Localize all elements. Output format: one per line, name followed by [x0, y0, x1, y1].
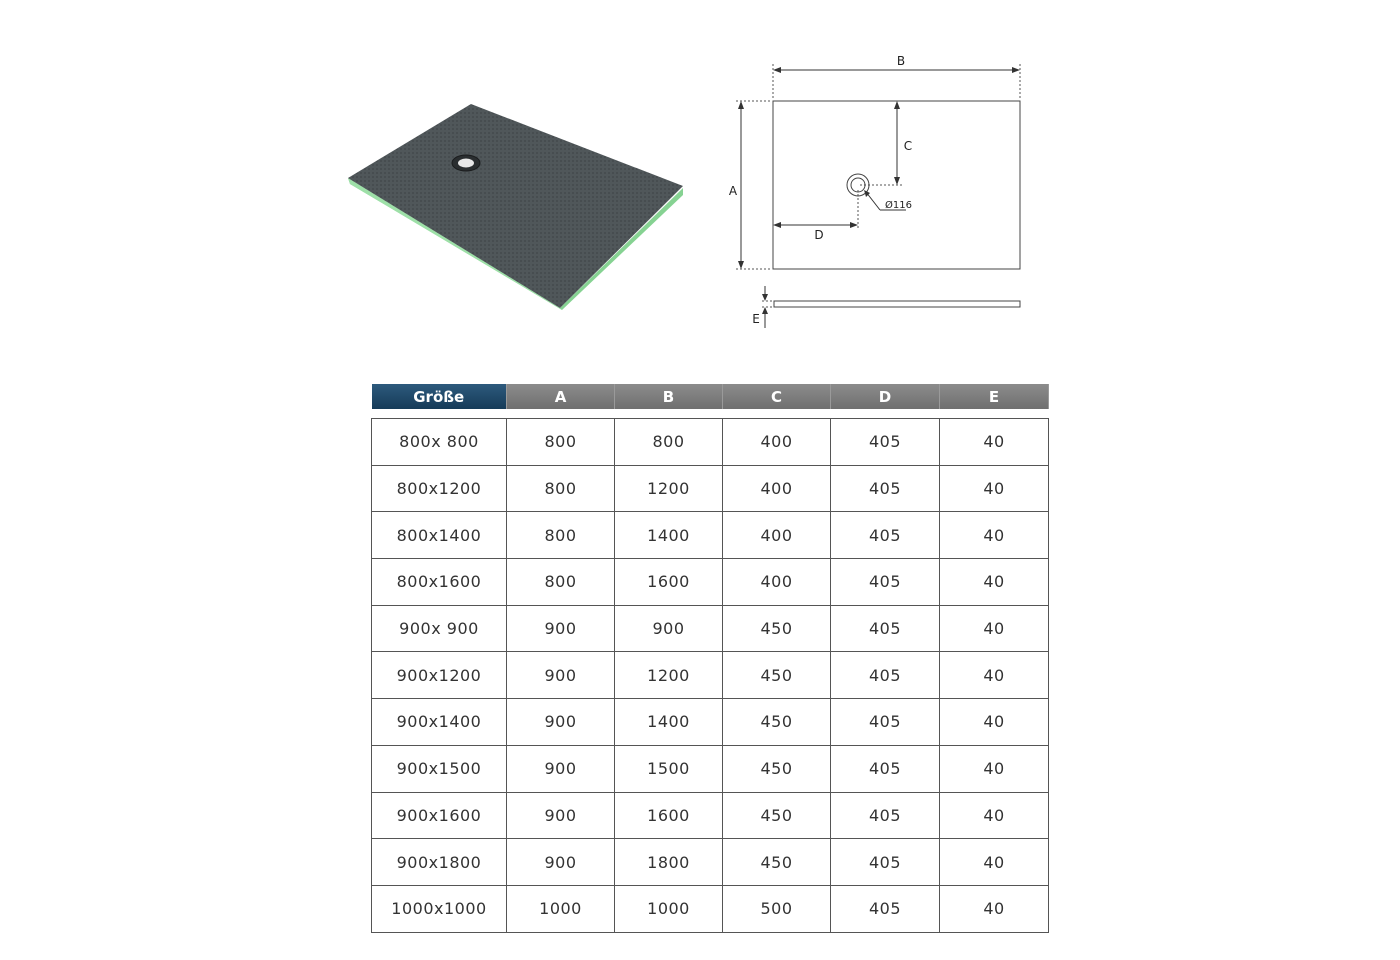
dimension-c-label: C — [903, 139, 913, 153]
dimension-d-label: D — [814, 228, 824, 242]
dimension-b-label: B — [896, 54, 906, 68]
table-cell: 405 — [831, 465, 940, 512]
table-cell: 500 — [723, 885, 831, 932]
table-cell: 450 — [723, 605, 831, 652]
dimension-e-label: E — [752, 312, 760, 326]
table-cell: 450 — [723, 699, 831, 746]
table-cell: 900 — [507, 605, 615, 652]
table-cell: 400 — [723, 559, 831, 606]
table-cell: 405 — [831, 512, 940, 559]
table-cell: 1000 — [507, 885, 615, 932]
table-cell: 40 — [940, 652, 1049, 699]
table-row — [372, 792, 1049, 839]
table-row — [372, 559, 1049, 606]
table-cell: 450 — [723, 745, 831, 792]
table-cell: 40 — [940, 605, 1049, 652]
table-cell: 1200 — [615, 465, 723, 512]
table-cell: 900x1200 — [372, 652, 507, 699]
header-b: B — [615, 384, 723, 409]
table-cell: 40 — [940, 885, 1049, 932]
table-cell: 800 — [507, 559, 615, 606]
table-row — [372, 885, 1049, 932]
table-cell: 450 — [723, 792, 831, 839]
table-cell: 40 — [940, 699, 1049, 746]
table-cell: 800 — [507, 419, 615, 466]
table-cell: 405 — [831, 699, 940, 746]
table-cell: 900x1800 — [372, 839, 507, 886]
table-cell: 405 — [831, 605, 940, 652]
table-cell: 800x1600 — [372, 559, 507, 606]
table-cell: 40 — [940, 745, 1049, 792]
table-cell: 900 — [507, 652, 615, 699]
header-a: A — [507, 384, 615, 409]
table-cell: 40 — [940, 839, 1049, 886]
table-cell: 40 — [940, 465, 1049, 512]
table-row — [372, 745, 1049, 792]
table-cell: 800x1200 — [372, 465, 507, 512]
table-cell: 800x1400 — [372, 512, 507, 559]
table-cell: 400 — [723, 465, 831, 512]
table-cell: 1200 — [615, 652, 723, 699]
table-cell: 405 — [831, 745, 940, 792]
table-cell: 40 — [940, 419, 1049, 466]
table-row — [372, 465, 1049, 512]
board-top — [348, 104, 683, 308]
table-cell: 900x 900 — [372, 605, 507, 652]
table-cell: 900x1500 — [372, 745, 507, 792]
table-row — [372, 512, 1049, 559]
table-header-row — [372, 384, 1049, 409]
table-cell: 450 — [723, 652, 831, 699]
table-cell: 405 — [831, 559, 940, 606]
table-cell: 40 — [940, 559, 1049, 606]
table-cell: 800 — [615, 419, 723, 466]
table-cell: 405 — [831, 652, 940, 699]
table-cell: 1800 — [615, 839, 723, 886]
header-d: D — [831, 384, 940, 409]
table-cell: 900 — [507, 699, 615, 746]
table-cell: 900 — [615, 605, 723, 652]
size-table — [371, 384, 1049, 933]
shower-board-image — [340, 95, 700, 325]
table-cell: 1400 — [615, 699, 723, 746]
table-cell: 900x1600 — [372, 792, 507, 839]
dimension-diagram — [720, 48, 1060, 338]
table-cell: 900 — [507, 745, 615, 792]
table-cell: 900 — [507, 792, 615, 839]
table-cell: 450 — [723, 839, 831, 886]
table-cell: 405 — [831, 792, 940, 839]
table-cell: 400 — [723, 512, 831, 559]
drain-diameter-label: Ø116 — [885, 200, 912, 211]
table-cell: 405 — [831, 885, 940, 932]
header-size: Größe — [372, 384, 507, 409]
table-cell: 800 — [507, 465, 615, 512]
table-cell: 1600 — [615, 792, 723, 839]
header-c: C — [723, 384, 831, 409]
table-cell: 1000 — [615, 885, 723, 932]
table-row — [372, 605, 1049, 652]
table-cell: 1500 — [615, 745, 723, 792]
table-row — [372, 699, 1049, 746]
table-cell: 800 — [507, 512, 615, 559]
table-cell: 900x1400 — [372, 699, 507, 746]
table-cell: 900 — [507, 839, 615, 886]
dimension-a-label: A — [728, 184, 738, 198]
table-cell: 400 — [723, 419, 831, 466]
table-cell: 405 — [831, 839, 940, 886]
table-cell: 1000x1000 — [372, 885, 507, 932]
table-row — [372, 839, 1049, 886]
table-cell: 800x 800 — [372, 419, 507, 466]
header-e: E — [940, 384, 1049, 409]
table-cell: 1600 — [615, 559, 723, 606]
table-cell: 405 — [831, 419, 940, 466]
tray-profile — [774, 301, 1020, 307]
table-cell: 40 — [940, 512, 1049, 559]
table-cell: 1400 — [615, 512, 723, 559]
table-row — [372, 419, 1049, 466]
table-row — [372, 652, 1049, 699]
table-cell: 40 — [940, 792, 1049, 839]
